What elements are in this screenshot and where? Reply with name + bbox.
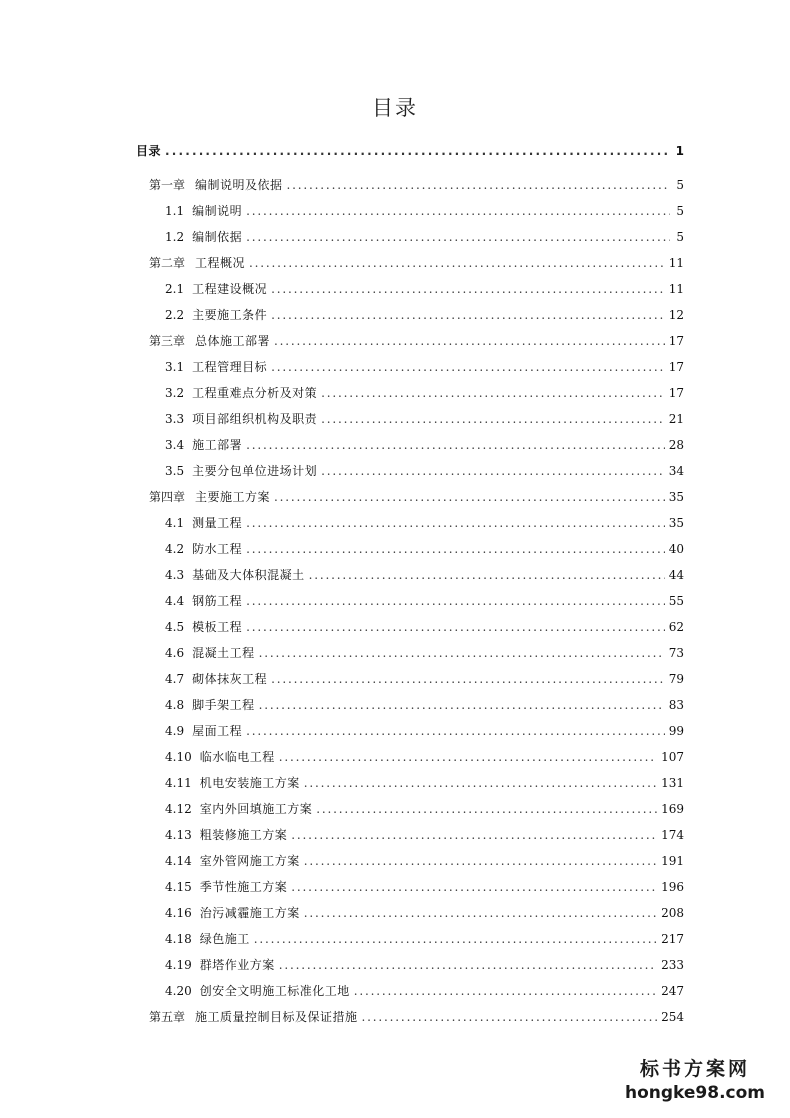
watermark-name: 标书方案网	[639, 1058, 750, 1080]
toc-dot-leader	[246, 593, 665, 609]
toc-entry-page: 5	[676, 230, 684, 244]
toc-dot-leader	[321, 411, 665, 427]
toc-entry-title: 砌体抹灰工程	[192, 672, 268, 686]
toc-entry[interactable]	[165, 203, 684, 219]
toc-entry-title: 编制说明及依据	[195, 178, 283, 192]
toc-dot-leader	[271, 281, 665, 297]
toc-entry-title: 防水工程	[192, 542, 243, 556]
toc-entry-title: 编制依据	[192, 230, 243, 244]
toc-dot-leader	[316, 801, 657, 817]
toc-entry[interactable]	[165, 437, 684, 453]
toc-entry-number: 4.8	[165, 698, 185, 712]
toc-entry-title: 主要施工方案	[195, 490, 271, 504]
toc-entry-title: 屋面工程	[192, 724, 243, 738]
toc-dot-leader	[291, 879, 657, 895]
toc-entry-number: 第五章	[149, 1010, 186, 1024]
toc-entry-page: 40	[668, 542, 684, 556]
toc-dot-leader	[271, 671, 665, 687]
toc-entry[interactable]	[165, 229, 684, 245]
toc-dot-leader	[279, 749, 657, 765]
toc-entry[interactable]	[165, 749, 684, 765]
toc-entry-title: 测量工程	[192, 516, 243, 530]
toc-entry-number: 1.1	[165, 204, 185, 218]
toc-entry-title: 治污减霾施工方案	[199, 906, 300, 920]
toc-entry-page: 34	[668, 464, 684, 478]
toc-dot-leader	[246, 723, 665, 739]
toc-dot-leader	[291, 827, 657, 843]
toc-dot-leader	[246, 515, 665, 531]
toc-entry-page: 44	[668, 568, 684, 582]
toc-entry-page: 233	[661, 958, 684, 972]
toc-entry-title: 编制说明	[192, 204, 243, 218]
toc-entry-title: 室外管网施工方案	[199, 854, 300, 868]
toc-dot-leader	[321, 463, 665, 479]
toc-entry[interactable]	[165, 879, 684, 895]
toc-entry-number: 4.6	[165, 646, 185, 660]
toc-entry[interactable]	[165, 593, 684, 609]
toc-entry-page: 169	[661, 802, 684, 816]
toc-dot-leader	[259, 697, 665, 713]
toc-entry[interactable]	[165, 957, 684, 973]
toc-entry-number: 4.12	[165, 802, 192, 816]
toc-entry-title: 室内外回填施工方案	[199, 802, 313, 816]
toc-entry-title: 主要施工条件	[192, 308, 268, 322]
toc-entry[interactable]	[165, 697, 684, 713]
toc-entry-number: 4.7	[165, 672, 185, 686]
toc-entry[interactable]	[165, 385, 684, 401]
toc-entry[interactable]	[165, 775, 684, 791]
toc-entry[interactable]	[165, 723, 684, 739]
toc-entry-number: 4.4	[165, 594, 185, 608]
toc-entry-number: 4.18	[165, 932, 192, 946]
toc-entry-number: 4.9	[165, 724, 185, 738]
toc-dot-leader	[165, 143, 670, 159]
watermark-url: hongke98.com	[624, 1083, 766, 1103]
toc-entry-number: 第二章	[149, 256, 186, 270]
toc-entry-title: 施工部署	[192, 438, 243, 452]
toc-dot-leader	[246, 437, 665, 453]
toc-entry-page: 5	[676, 178, 684, 192]
toc-entry-page: 73	[668, 646, 684, 660]
toc-entry-number: 4.13	[165, 828, 192, 842]
toc-entry-page: 254	[661, 1010, 684, 1024]
toc-entry[interactable]	[165, 801, 684, 817]
toc-entry-title: 施工质量控制目标及保证措施	[195, 1010, 358, 1024]
toc-dot-leader	[249, 255, 665, 271]
toc-dot-leader	[246, 203, 670, 219]
toc-entry-title: 总体施工部署	[195, 334, 271, 348]
toc-entry-number: 4.11	[165, 776, 192, 790]
toc-entry-number: 4.2	[165, 542, 185, 556]
toc-entry-title: 创安全文明施工标准化工地	[199, 984, 350, 998]
toc-entry-page: 17	[668, 360, 684, 374]
toc-entry-title: 工程概况	[195, 256, 246, 270]
toc-entry[interactable]	[165, 827, 684, 843]
toc-entry[interactable]	[149, 1009, 684, 1025]
toc-entry-title: 群塔作业方案	[199, 958, 275, 972]
toc-entry-title: 脚手架工程	[192, 698, 255, 712]
toc-entry-page: 83	[668, 698, 684, 712]
toc-entry-title: 工程管理目标	[192, 360, 268, 374]
toc-entry-title: 工程建设概况	[192, 282, 268, 296]
toc-entry-page: 21	[668, 412, 684, 426]
toc-entry[interactable]	[165, 411, 684, 427]
toc-entry-title: 项目部组织机构及职责	[192, 412, 318, 426]
toc-dot-leader	[362, 1009, 658, 1025]
toc-entry-title: 工程重难点分析及对策	[192, 386, 318, 400]
toc-dot-leader	[246, 541, 665, 557]
toc-dot-leader	[246, 619, 665, 635]
toc-entry-number: 4.19	[165, 958, 192, 972]
toc-entry-number: 2.2	[165, 308, 185, 322]
toc-entry-page: 11	[668, 256, 684, 270]
toc-entry-number: 4.16	[165, 906, 192, 920]
toc-entry-title: 临水临电工程	[199, 750, 275, 764]
toc-entry[interactable]	[165, 645, 684, 661]
toc-dot-leader	[304, 905, 657, 921]
toc-entry-number: 3.4	[165, 438, 185, 452]
toc-entry-page: 1	[675, 144, 684, 158]
toc-entry-page: 191	[661, 854, 684, 868]
toc-entry-page: 28	[668, 438, 684, 452]
toc-entry-number: 4.20	[165, 984, 192, 998]
toc-entry-number: 3.5	[165, 464, 185, 478]
toc-entry[interactable]	[165, 905, 684, 921]
toc-entry-number: 第三章	[149, 334, 186, 348]
toc-dot-leader	[304, 775, 657, 791]
toc-entry[interactable]	[165, 983, 684, 999]
toc-entry-number: 3.1	[165, 360, 185, 374]
toc-entry-number: 4.10	[165, 750, 192, 764]
toc-dot-leader	[287, 177, 670, 193]
toc-entry-page: 208	[661, 906, 684, 920]
toc-entry-number: 4.3	[165, 568, 185, 582]
toc-entry[interactable]	[165, 853, 684, 869]
toc-dot-leader	[274, 489, 665, 505]
toc-entry-title: 粗装修施工方案	[199, 828, 288, 842]
toc-entry-number: 3.2	[165, 386, 185, 400]
toc-entry-page: 107	[661, 750, 684, 764]
watermark-logo	[620, 1056, 770, 1110]
toc-entry-page: 11	[668, 282, 684, 296]
toc-entry-title: 绿色施工	[199, 932, 250, 946]
toc-dot-leader	[254, 931, 657, 947]
toc-entry-page: 247	[661, 984, 684, 998]
toc-entry-number: 1.2	[165, 230, 185, 244]
toc-entry-title: 模板工程	[192, 620, 243, 634]
toc-entry-number: 4.5	[165, 620, 185, 634]
toc-dot-leader	[246, 229, 670, 245]
toc-entry-number: 2.1	[165, 282, 185, 296]
toc-entry-title: 混凝土工程	[192, 646, 255, 660]
toc-entry-page: 79	[668, 672, 684, 686]
toc-entry[interactable]	[165, 515, 684, 531]
toc-entry-page: 55	[668, 594, 684, 608]
toc-entry-title: 钢筋工程	[192, 594, 243, 608]
toc-entry-number: 4.15	[165, 880, 192, 894]
toc-entry-number: 4.14	[165, 854, 192, 868]
toc-entry-page: 35	[668, 490, 684, 504]
toc-dot-leader	[304, 853, 657, 869]
toc-entry-page: 174	[661, 828, 684, 842]
toc-entry-page: 17	[668, 386, 684, 400]
toc-entry[interactable]	[165, 359, 684, 375]
toc-entry[interactable]	[149, 489, 684, 505]
toc-dot-leader	[354, 983, 657, 999]
toc-entry-page: 17	[668, 334, 684, 348]
toc-entry[interactable]	[136, 143, 684, 159]
toc-dot-leader	[274, 333, 665, 349]
toc-entry[interactable]	[165, 307, 684, 323]
toc-entry-page: 5	[676, 204, 684, 218]
toc-entry[interactable]	[165, 541, 684, 557]
toc-entry-page: 62	[668, 620, 684, 634]
toc-entry-page: 196	[661, 880, 684, 894]
toc-entry-page: 217	[661, 932, 684, 946]
toc-entry-title: 机电安装施工方案	[199, 776, 300, 790]
toc-entry-title: 季节性施工方案	[199, 880, 288, 894]
toc-entry[interactable]	[165, 463, 684, 479]
toc-entry-number: 3.3	[165, 412, 185, 426]
toc-dot-leader	[271, 307, 665, 323]
toc-dot-leader	[309, 567, 665, 583]
toc-entry[interactable]	[165, 567, 684, 583]
toc-entry-title: 主要分包单位进场计划	[192, 464, 318, 478]
toc-entry[interactable]	[149, 255, 684, 271]
toc-entry-page: 99	[668, 724, 684, 738]
toc-entry-page: 35	[668, 516, 684, 530]
toc-entry[interactable]	[149, 333, 684, 349]
toc-entry[interactable]	[149, 177, 684, 193]
toc-dot-leader	[259, 645, 665, 661]
toc-entry-number: 4.1	[165, 516, 185, 530]
toc-entry-title: 基础及大体积混凝土	[192, 568, 305, 582]
toc-entry[interactable]	[165, 931, 684, 947]
toc-dot-leader	[271, 359, 665, 375]
toc-entry-page: 12	[668, 308, 684, 322]
toc-dot-leader	[279, 957, 657, 973]
toc-entry[interactable]	[165, 671, 684, 687]
toc-entry-number: 第一章	[149, 178, 186, 192]
toc-entry[interactable]	[165, 619, 684, 635]
toc-dot-leader	[321, 385, 665, 401]
toc-entry-number: 第四章	[149, 490, 186, 504]
toc-entry-page: 131	[661, 776, 684, 790]
toc-entry[interactable]	[165, 281, 684, 297]
toc-entry-title: 目录	[136, 144, 162, 158]
page-title: 目录	[372, 96, 418, 120]
